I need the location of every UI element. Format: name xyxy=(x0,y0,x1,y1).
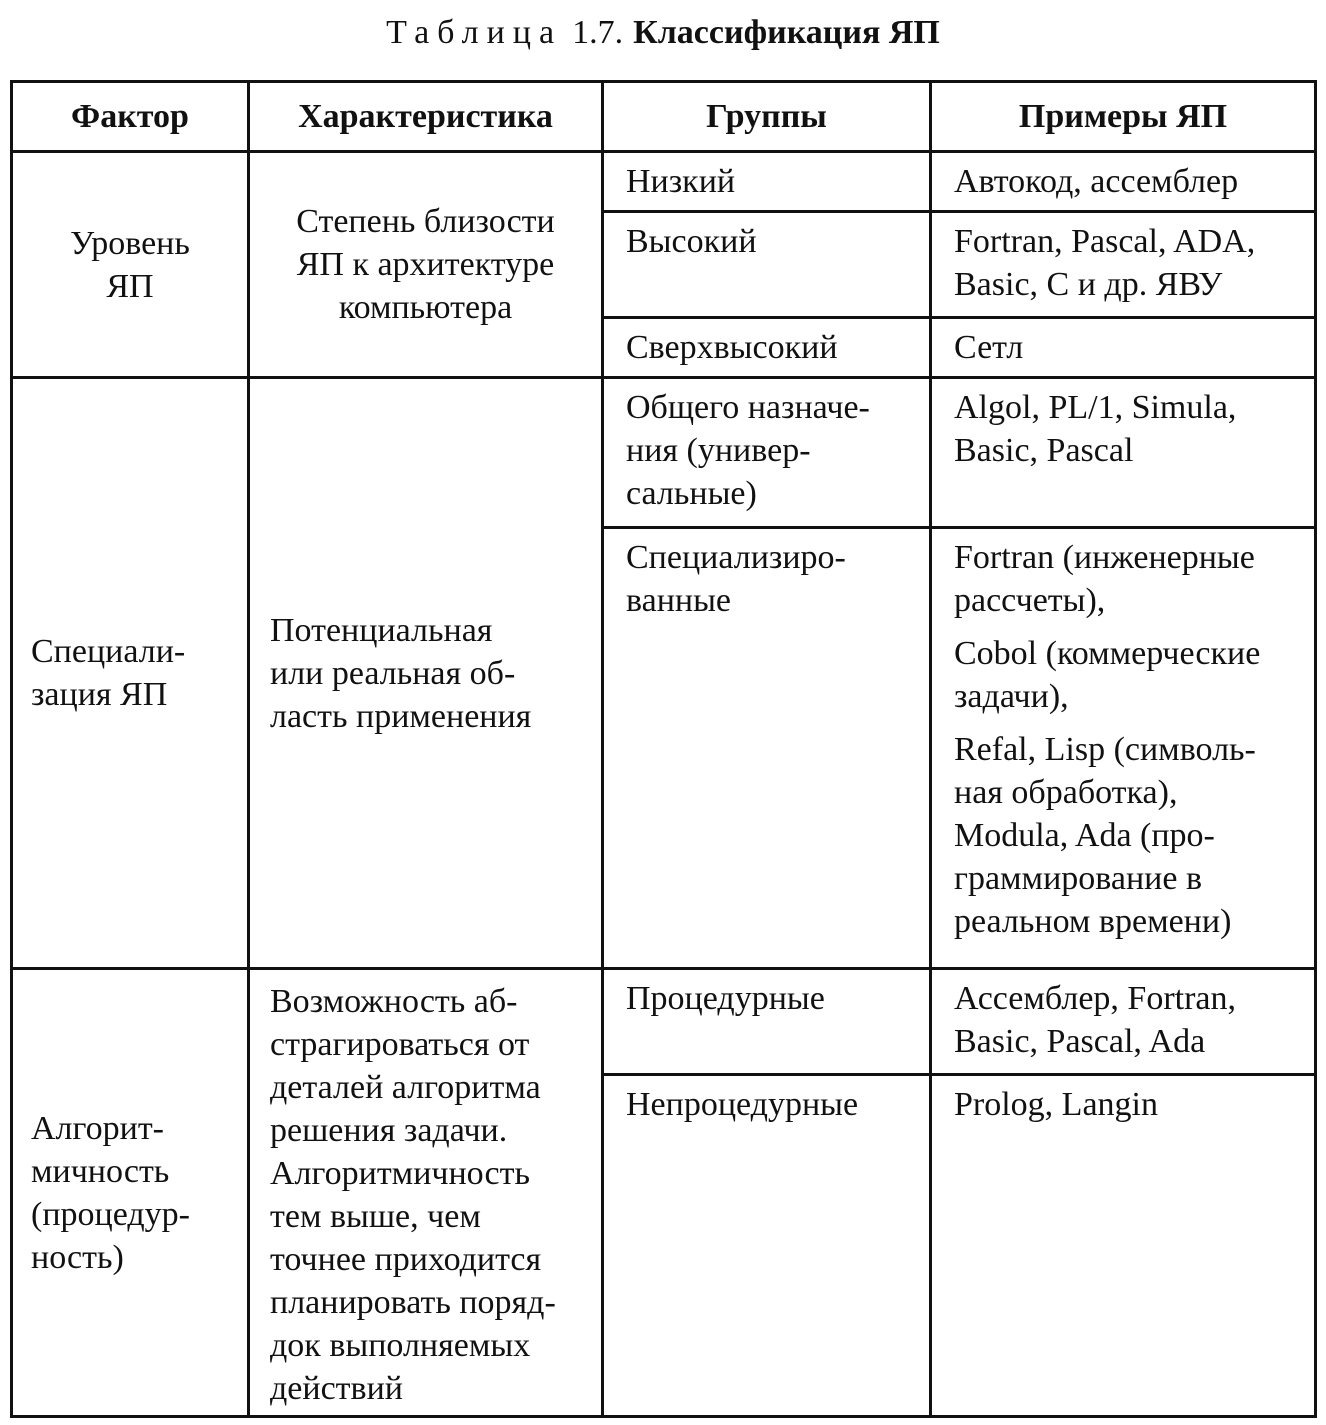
text-line: Алгорит- xyxy=(31,1109,164,1147)
text-line: тем выше, чем xyxy=(270,1198,481,1235)
text-line: зация ЯП xyxy=(31,676,168,713)
text-line: Modula, Ada (про- xyxy=(954,817,1215,854)
header-cell: Группы xyxy=(603,82,931,152)
text-line: (процедур- xyxy=(31,1195,190,1233)
examples-cell xyxy=(931,378,1316,528)
examples-block xyxy=(954,1083,1302,1126)
text-line: ЯП к архитектуре xyxy=(296,246,555,283)
text-line: или реальная об- xyxy=(270,654,516,692)
group-cell xyxy=(603,528,931,969)
text-line: деталей алгоритма xyxy=(270,1069,541,1106)
examples-block xyxy=(954,632,1302,718)
text-line: Непроцедурные xyxy=(626,1086,859,1123)
text-line: решения задачи. xyxy=(270,1112,508,1149)
examples-cell xyxy=(931,1075,1316,1417)
text-line: Cobol (коммерческие xyxy=(954,635,1261,672)
text-line: Refal, Lisp (символь- xyxy=(954,731,1256,768)
text-line: ная обработка), xyxy=(954,774,1178,811)
classification-table xyxy=(10,80,1317,1418)
examples-cell xyxy=(931,318,1316,378)
factor-cell xyxy=(12,378,249,969)
examples-cell xyxy=(931,528,1316,969)
examples-block xyxy=(954,386,1302,472)
text-line: ванные xyxy=(626,582,732,619)
text-line: задачи), xyxy=(954,678,1069,715)
caption-label: Таблица xyxy=(386,14,563,51)
text-line: Специализиро- xyxy=(626,539,846,576)
header-cell: Характеристика xyxy=(249,82,603,152)
characteristic-cell xyxy=(249,152,603,378)
text-line: Basic, Pascal, Ada xyxy=(954,1023,1206,1060)
text-line: Алгоритмичность xyxy=(270,1155,530,1192)
factor-cell xyxy=(12,969,249,1417)
group-cell xyxy=(603,969,931,1075)
examples-block xyxy=(954,326,1302,369)
text-line: Процедурные xyxy=(626,980,825,1017)
examples-block xyxy=(954,220,1302,306)
header-row xyxy=(12,82,1316,152)
text-line: ния (универ- xyxy=(626,432,811,469)
examples-block xyxy=(954,160,1302,203)
examples-cell xyxy=(931,212,1316,318)
examples-cell xyxy=(931,969,1316,1075)
characteristic-cell xyxy=(249,378,603,969)
text-line: граммирование в xyxy=(954,860,1202,897)
table-body xyxy=(12,152,1316,1417)
text-line: мичность xyxy=(31,1152,170,1190)
text-line: Низкий xyxy=(626,163,736,200)
text-line: Высокий xyxy=(626,223,757,260)
text-line: Степень близости xyxy=(296,203,555,240)
text-line: Algol, PL/1, Simula, xyxy=(954,389,1237,426)
text-line: ность) xyxy=(31,1238,124,1276)
text-line: точнее приходится xyxy=(270,1241,542,1278)
text-line: рассчеты), xyxy=(954,582,1106,619)
header-cell: Фактор xyxy=(12,82,249,152)
text-line: Потенциальная xyxy=(270,611,493,649)
text-line: Уровень xyxy=(70,224,190,262)
text-line: компьютера xyxy=(338,289,513,326)
text-line: реальном времени) xyxy=(954,903,1232,940)
text-line: Специали- xyxy=(31,633,186,670)
text-line: планировать поряд- xyxy=(270,1284,556,1321)
factor-cell xyxy=(12,152,249,378)
group-cell xyxy=(603,212,931,318)
examples-block xyxy=(954,728,1302,943)
table-row xyxy=(12,152,1316,212)
text-line: Basic, Pascal xyxy=(954,432,1134,469)
text-line: Basic, C и др. ЯВУ xyxy=(954,266,1223,303)
text-line: Возможность аб- xyxy=(270,983,518,1020)
text-line: док выполняемых xyxy=(270,1327,531,1364)
examples-cell xyxy=(931,152,1316,212)
text-line: Общего назначе- xyxy=(626,389,870,426)
characteristic-cell xyxy=(249,969,603,1417)
text-line: Автокод, ассемблер xyxy=(954,163,1239,200)
text-line: сальные) xyxy=(626,475,757,512)
caption-number: 1.7. xyxy=(572,14,624,51)
caption-title: Классификация ЯП xyxy=(633,14,940,51)
text-line: Ассемблер, Fortran, xyxy=(954,980,1237,1017)
group-cell xyxy=(603,378,931,528)
group-cell xyxy=(603,318,931,378)
examples-block xyxy=(954,977,1302,1063)
table-row xyxy=(12,969,1316,1075)
text-line: Fortran (инженерные xyxy=(954,539,1255,576)
table-caption xyxy=(0,12,1326,54)
table-row xyxy=(12,378,1316,528)
text-line: Fortran, Pascal, ADA, xyxy=(954,223,1256,260)
text-line: ЯП xyxy=(106,267,154,305)
text-line: страгироваться от xyxy=(270,1026,530,1063)
examples-block xyxy=(954,536,1302,622)
group-cell xyxy=(603,1075,931,1417)
text-line: ласть применения xyxy=(270,697,532,735)
header-cell: Примеры ЯП xyxy=(931,82,1316,152)
text-line: Сверхвысокий xyxy=(626,329,838,366)
text-line: действий xyxy=(270,1370,403,1407)
text-line: Сетл xyxy=(954,329,1024,366)
text-line: Prolog, Langin xyxy=(954,1086,1158,1123)
group-cell xyxy=(603,152,931,212)
